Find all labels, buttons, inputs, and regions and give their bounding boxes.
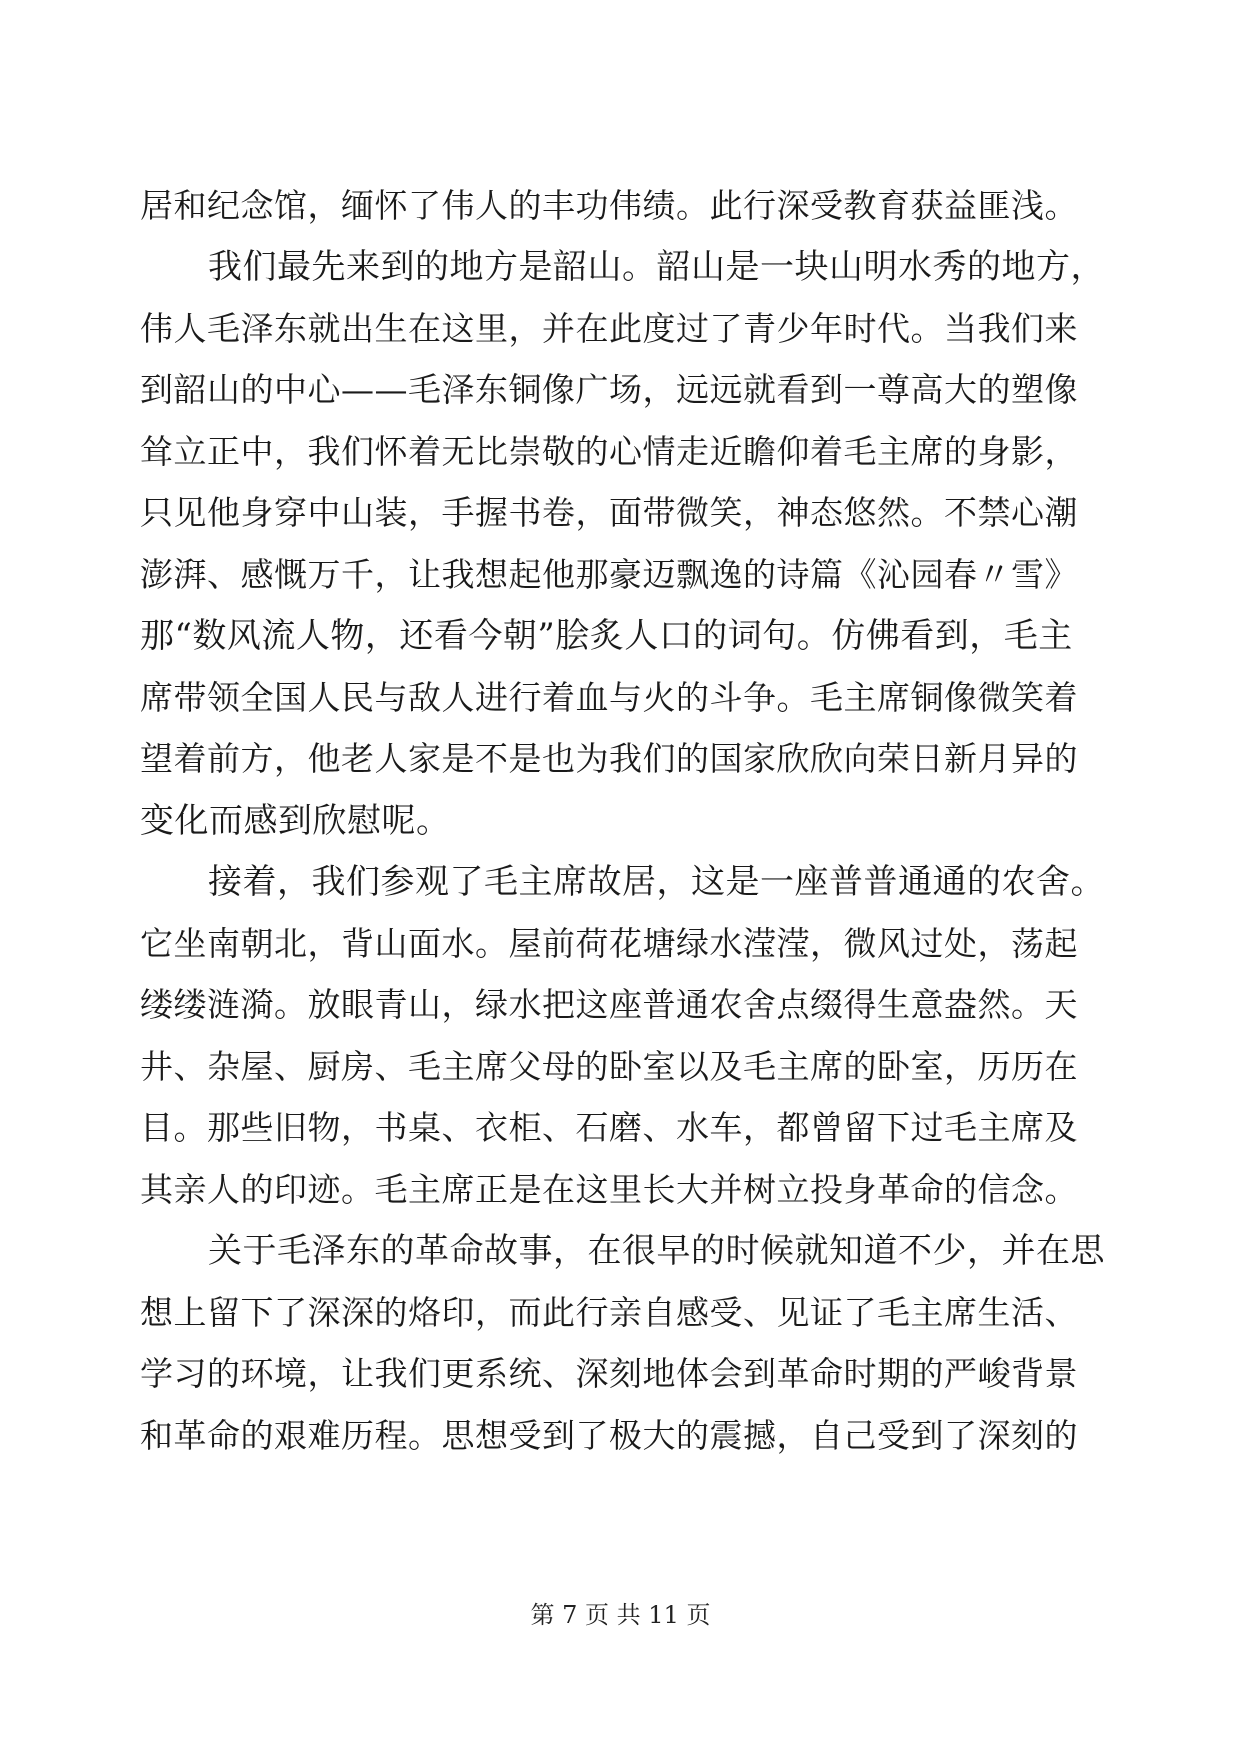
text-line: 变化而感到欣慰呢。 [140,801,451,841]
text-line: 到韶山的中心——毛泽东铜像广场，远远就看到一尊高大的塑像 [140,370,1078,409]
text-line: 关于毛泽东的革命故事，在很早的时候就知道不少，并在思 [208,1231,1105,1271]
text-line: 伟人毛泽东就出生在这里，并在此度过了青少年时代。当我们来 [140,309,1078,348]
text-line: 只见他身穿中山装，手握书卷，面带微笑，神态悠然。不禁心潮 [140,493,1078,532]
text-line: 那“数风流人物，还看今朝”脍炙人口的词句。仿佛看到，毛主 [140,616,1073,656]
page-footer: 第 7 页 共 11 页 [530,1601,711,1629]
text-line: 望着前方，他老人家是不是也为我们的国家欣欣向荣日新月异的 [140,739,1078,778]
text-line: 学习的环境，让我们更系统、深刻地体会到革命时期的严峻背景 [140,1354,1078,1393]
text-line: 席带领全国人民与敌人进行着血与火的斗争。毛主席铜像微笑着 [140,678,1078,717]
text-line: 耸立正中，我们怀着无比崇敬的心情走近瞻仰着毛主席的身影， [140,432,1078,471]
text-line: 我们最先来到的地方是韶山。韶山是一块山明水秀的地方， [208,247,1105,287]
text-line: 其亲人的印迹。毛主席正是在这里长大并树立投身革命的信念。 [140,1170,1078,1209]
text-line: 澎湃、感慨万千，让我想起他那豪迈飘逸的诗篇《沁园春〃雪》 [140,555,1078,594]
text-line: 井、杂屋、厨房、毛主席父母的卧室以及毛主席的卧室，历历在 [140,1047,1078,1086]
text-line: 缕缕涟漪。放眼青山，绿水把这座普通农舍点缀得生意盎然。天 [140,985,1078,1024]
text-line: 接着，我们参观了毛主席故居，这是一座普普通通的农舍。 [208,862,1105,902]
text-line: 目。那些旧物，书桌、衣柜、石磨、水车，都曾留下过毛主席及 [140,1108,1078,1147]
text-line: 它坐南朝北，背山面水。屋前荷花塘绿水滢滢，微风过处，荡起 [140,924,1078,963]
text-line: 想上留下了深深的烙印，而此行亲自感受、见证了毛主席生活、 [140,1293,1078,1332]
text-line: 和革命的艰难历程。思想受到了极大的震撼，自己受到了深刻的 [140,1416,1078,1455]
text-line: 居和纪念馆，缅怀了伟人的丰功伟绩。此行深受教育获益匪浅。 [140,186,1078,225]
